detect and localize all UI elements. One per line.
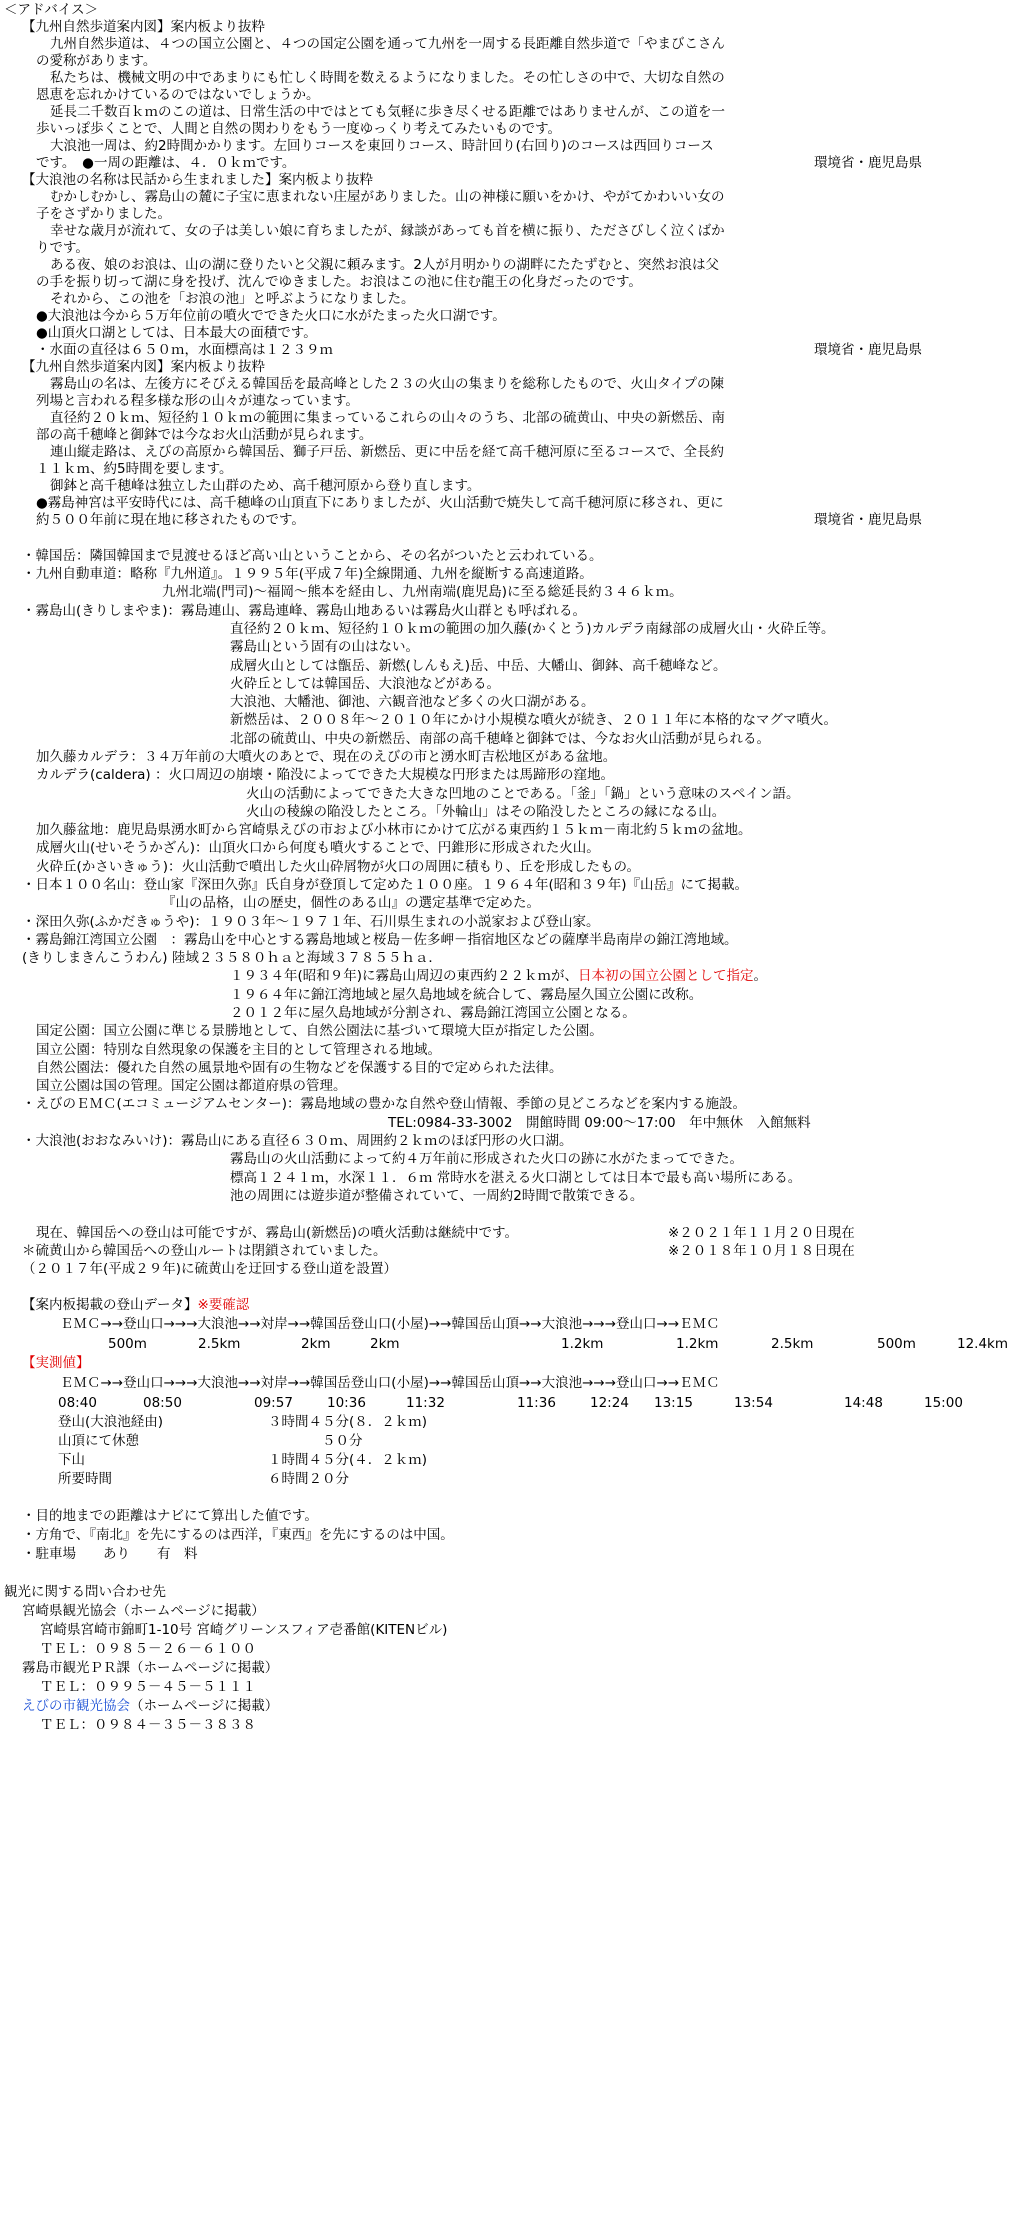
paragraph-line: 延長二千数百ｋｍのこの道は、日常生活の中ではとても気軽に歩き尽くせる距離ではありませんが、この道を一 (50, 104, 725, 120)
paragraph-line: 霧島山の名は、左後方にそびえる韓国岳を最高峰とした２３の火山の集まりを総称したもので、火山タイプの陳 (50, 376, 725, 392)
route-distance: 1.2km (676, 1336, 719, 1352)
route-data-title (22, 1297, 249, 1314)
contact-name: 宮崎県観光協会（ホームページに掲載） (22, 1603, 265, 1619)
note-line: ・方角で、『南北』を先にするのは西洋，『東西』を先にするのは中国。 (22, 1527, 454, 1543)
glossary-line: 霧島山という固有の山はない。 (230, 639, 419, 655)
section-title: 【大浪池の名称は民話から生まれました】案内板より抜粋 (22, 172, 373, 188)
glossary-line: 国立公園は国の管理。国定公園は都道府県の管理。 (36, 1078, 347, 1094)
paragraph-line: 御鉢と高千穂峰は独立した山群のため、高千穂河原から登り直します。 (50, 478, 481, 494)
summary-value: ３時間４５分(８．２ｋｍ) (268, 1414, 428, 1430)
paragraph-line: １１ｋｍ、約5時間を要します。 (36, 461, 233, 477)
note-line: ・駐車場 あり 有 料 (22, 1546, 198, 1562)
paragraph-line: です。 ●一周の距離は、４．０ｋｍです。 (36, 155, 296, 171)
notice-line: 現在、韓国岳への登山は可能ですが、霧島山(新燃岳)の噴火活動は継続中です。 (36, 1225, 518, 1241)
paragraph-line: 子をさずかりました。 (36, 206, 171, 222)
paragraph-line: りです。 (36, 240, 89, 256)
route-time: 08:50 (143, 1395, 182, 1411)
notice-date: ※２０１８年１０月１８日現在 (668, 1243, 855, 1259)
route-time: 09:57 (254, 1395, 293, 1411)
glossary-line: 国定公園：国立公園に準じる景勝地として、自然公園法に基づいて環境大臣が指定した公園。 (36, 1023, 603, 1039)
paragraph-line: の手を振り切って湖に身を投げ、沈んでゆきました。お浪はこの池に住む龍王の化身だったのです。 (36, 274, 642, 290)
contact-name: 霧島市観光ＰＲ課（ホームページに掲載） (22, 1660, 279, 1676)
paragraph-line: ●山頂火口湖としては、日本最大の面積です。 (36, 325, 317, 341)
national-park-highlight: 日本初の国立公園として指定 (578, 968, 754, 984)
glossary-line: 池の周囲には遊歩道が整備されていて、一周約2時間で散策できる。 (230, 1188, 644, 1204)
route-distance: 12.4km (957, 1336, 1009, 1352)
glossary-line: 『山の品格，山の歴史，個性のある山』の選定基準で定めた。 (162, 895, 540, 911)
route-time: 13:15 (654, 1395, 693, 1411)
glossary-line: ・九州自動車道：略称『九州道』。１９９５年(平成７年)全線開通、九州を縦断する高速道路。 (22, 566, 593, 582)
glossary-line: ・霧島錦江湾国立公園 ：霧島山を中心とする霧島地域と桜島－佐多岬－指宿地区などの薩摩半島南岸の錦江湾地域。 (22, 932, 738, 948)
paragraph-line: ●霧島神宮は平安時代には、高千穂峰の山頂直下にありましたが、火山活動で焼失して高千穂河原に移され、更に (36, 495, 724, 511)
contact-tel: ＴＥＬ：０９９５－４５－５１１１ (40, 1679, 256, 1695)
glossary-line: ・日本１００名山：登山家『深田久弥』氏自身が登頂して定めた１００座。１９６４年(昭和３９年)『山岳』にて掲載。 (22, 877, 749, 893)
route-time: 14:48 (844, 1395, 883, 1411)
contact-name-suffix: （ホームページに掲載） (130, 1698, 279, 1714)
glossary-line: ・大浪池(おおなみいけ)：霧島山にある直径６３０ｍ、周囲約２ｋｍのほぼ円形の火口湖。 (22, 1133, 573, 1149)
glossary-line: 九州北端(門司)～福岡～熊本を経由し、九州南端(鹿児島)に至る総延長約３４６ｋｍ。 (162, 584, 683, 600)
glossary-line: １９６４年に錦江湾地域と屋久島地域を統合して、霧島屋久国立公園に改称。 (230, 987, 703, 1003)
glossary-line: 火山の稜線の陥没したところ。「外輪山」はその陥没したところの縁になる山。 (246, 804, 726, 820)
glossary-line: ２０１２年に屋久島地域が分割され、霧島錦江湾国立公園となる。 (230, 1005, 636, 1021)
paragraph-line: 私たちは、機械文明の中であまりにも忙しく時間を数えるようになりました。その忙しさの中で、大切な自然の (50, 70, 725, 86)
notice-date: ※２０２１年１１月２０日現在 (668, 1225, 855, 1241)
paragraph-line: むかしむかし、霧島山の麓に子宝に恵まれない庄屋がありました。山の神様に願いをかけ、やがてかわいい女の (50, 189, 725, 205)
paragraph-line: ●大浪池は今から５万年位前の噴火でできた火口に水がたまった火口湖です。 (36, 308, 506, 324)
glossary-line: 新燃岳は、２００８年～２０１０年にかけ小規模な噴火が続き、２０１１年に本格的なマグマ噴火。 (230, 712, 837, 728)
ebino-tourism-link[interactable]: えびの市観光協会 (22, 1698, 130, 1714)
glossary-line: 直径約２０ｋｍ、短径約１０ｋｍの範囲の加久藤(かくとう)カルデラ南縁部の成層火山・火砕丘等。 (230, 621, 835, 637)
glossary-line (230, 968, 767, 985)
paragraph-line: 歩いっぽ歩くことで、人間と自然の関わりをもう一度ゆっくり考えてみたいものです。 (36, 121, 562, 137)
route-distance: 500m (877, 1336, 916, 1352)
credit: 環境省・鹿児島県 (814, 342, 922, 358)
paragraph-line: 連山縦走路は、えびの高原から韓国岳、獅子戸岳、新燃岳、更に中岳を経て高千穂河原に至るコースで、全長約 (50, 444, 725, 460)
credit: 環境省・鹿児島県 (814, 512, 922, 528)
glossary-line: カルデラ(caldera) ：火口周辺の崩壊・陥没によってできた大規模な円形または馬蹄形の窪地。 (36, 767, 614, 783)
glossary-line: 大浪池、大幡池、御池、六観音池など多くの火口湖がある。 (230, 694, 595, 710)
glossary-line: 成層火山としては甑岳、新燃(しんもえ)岳、中岳、大幡山、御鉢、高千穂峰など。 (230, 658, 727, 674)
glossary-text: １９３４年(昭和９年)に霧島山周辺の東西約２２ｋｍが、 (230, 968, 579, 984)
glossary-text: 。 (753, 968, 768, 984)
contacts-title: 観光に関する問い合わせ先 (4, 1584, 166, 1600)
route-time: 11:36 (517, 1395, 556, 1411)
summary-value: ５０分 (322, 1433, 363, 1449)
credit: 環境省・鹿児島県 (814, 155, 922, 171)
paragraph-line: の愛称があります。 (36, 53, 157, 69)
notice-line: （２０１７年(平成２９年)に硫黄山を迂回する登山道を設置） (22, 1261, 398, 1277)
summary-value: １時間４５分(４．２ｋｍ) (268, 1452, 428, 1468)
glossary-line: 火砕丘(かさいきゅう)：火山活動で噴出した火山砕屑物が火口の周囲に積もり、丘を形成したもの。 (36, 859, 640, 875)
paragraph-line: ある夜、娘のお浪は、山の湖に登りたいと父親に頼みます。2人が月明かりの湖畔にたたずむと、突然お浪は父 (50, 257, 720, 273)
glossary-line: 加久藤カルデラ：３４万年前の大噴火のあとで、現在のえびの市と湧水町吉松地区がある盆地。 (36, 749, 617, 765)
route-distance: 2km (301, 1336, 331, 1352)
route-distance: 1.2km (561, 1336, 604, 1352)
glossary-line: 成層火山(せいそうかざん)：山頂火口から何度も噴火することで、円錐形に形成された火山。 (36, 840, 600, 856)
note-line: ・目的地までの距離はナビにて算出した値です。 (22, 1508, 318, 1524)
contact-tel: ＴＥＬ：０９８４－３５－３８３８ (40, 1717, 256, 1733)
section-title: 【九州自然歩道案内図】案内板より抜粋 (22, 19, 265, 35)
route-time: 13:54 (734, 1395, 773, 1411)
summary-label: 山頂にて休憩 (58, 1433, 139, 1449)
notice-line: ＊硫黄山から韓国岳への登山ルートは閉鎖されていました。 (22, 1243, 387, 1259)
measured-title: 【実測値】 (22, 1355, 90, 1371)
glossary-line: 霧島山の火山活動によって約４万年前に形成された火口の跡に水がたまってできた。 (230, 1151, 743, 1167)
summary-label: 下山 (58, 1452, 85, 1468)
route-distance: 2.5km (198, 1336, 241, 1352)
route-line: ＥＭＣ→→登山口→→→大浪池→→対岸→→韓国岳登山口(小屋)→→韓国岳山頂→→大浪池→→→登山口→→ＥＭＣ (60, 1316, 720, 1332)
advice-heading: ＜アドバイス＞ (4, 2, 99, 18)
paragraph-line: 列場と言われる程多様な形の山々が連なっています。 (36, 393, 359, 409)
route-distance: 2.5km (771, 1336, 814, 1352)
paragraph-line: 幸せな歳月が流れて、女の子は美しい娘に育ちましたが、縁談があっても首を横に振り、たださびしく泣くばか (50, 223, 725, 239)
glossary-line: 標高１２４１ｍ，水深１１．６ｍ 常時水を湛える火口湖としては日本で最も高い場所にある。 (230, 1170, 802, 1186)
route-distance: 2km (370, 1336, 400, 1352)
contact-tel: ＴＥＬ：０９８５－２６－６１００ (40, 1641, 256, 1657)
route-time: 10:36 (327, 1395, 366, 1411)
paragraph-line: ・水面の直径は６５０ｍ，水面標高は１２３９ｍ (36, 342, 333, 358)
paragraph-line: 部の高千穂峰と御鉢では今なお火山活動が見られます。 (36, 427, 373, 443)
route-line: ＥＭＣ→→登山口→→→大浪池→→対岸→→韓国岳登山口(小屋)→→韓国岳山頂→→大浪池→→→登山口→→ＥＭＣ (60, 1375, 720, 1391)
route-time: 12:24 (590, 1395, 629, 1411)
glossary-line: 国立公園：特別な自然現象の保護を主目的として管理される地域。 (36, 1042, 441, 1058)
glossary-line: ・韓国岳：隣国韓国まで見渡せるほど高い山ということから、その名がついたと云われている。 (22, 548, 603, 564)
route-time: 11:32 (406, 1395, 445, 1411)
paragraph-line: 約５００年前に現在地に移されたものです。 (36, 512, 305, 528)
glossary-line: (きりしまきんこうわん) 陸域２３５８０ｈａと海域３７８５５ｈａ． (22, 950, 442, 966)
summary-label: 所要時間 (58, 1471, 112, 1487)
glossary-line: 火山の活動によってできた大きな凹地のことである。「釜」「鍋」という意味のスペイン語。 (246, 786, 800, 802)
glossary-line: 加久藤盆地：鹿児島県湧水町から宮崎県えびの市および小林市にかけて広がる東西約１５ｋｍ－南北約５ｋｍの盆地。 (36, 822, 752, 838)
paragraph-line: 九州自然歩道は、４つの国立公園と、４つの国定公園を通って九州を一周する長距離自然歩道で「やまびこさん (50, 36, 725, 52)
route-data-title-text: 【案内板掲載の登山データ】 (22, 1297, 198, 1313)
paragraph-line: それから、この池を「お浪の池」と呼ぶようになりました。 (50, 291, 415, 307)
contact-address: 宮崎県宮崎市錦町1-10号 宮崎グリーンスフィア壱番館(KITENビル) (40, 1622, 448, 1638)
glossary-line: 自然公園法：優れた自然の風景地や固有の生物などを保護する目的で定められた法律。 (36, 1060, 563, 1076)
needs-check-label: ※要確認 (197, 1297, 250, 1313)
paragraph-line: 大浪池一周は、約2時間かかります。左回りコースを東回りコース、時計回り(右回り)のコースは西回りコース (50, 138, 714, 154)
contact-name (22, 1698, 278, 1715)
route-distance: 500m (108, 1336, 147, 1352)
paragraph-line: 恩恵を忘れかけているのではないでしょうか。 (36, 87, 320, 103)
glossary-line: ・えびのＥＭＣ(エコミュージアムセンター)：霧島地域の豊かな自然や登山情報、季節の見どころなどを案内する施設。 (22, 1096, 747, 1112)
route-time: 08:40 (58, 1395, 97, 1411)
glossary-line: ・霧島山(きりしまやま)：霧島連山、霧島連峰、霧島山地あるいは霧島火山群とも呼ばれる。 (22, 603, 587, 619)
section-title: 【九州自然歩道案内図】案内板より抜粋 (22, 359, 265, 375)
glossary-line: TEL:0984-33-3002 開館時間 09:00～17:00 年中無休 入館無料 (388, 1115, 811, 1131)
glossary-line: 北部の硫黄山、中央の新燃岳、南部の高千穂峰と御鉢では、今なお火山活動が見られる。 (230, 731, 770, 747)
glossary-line: 火砕丘としては韓国岳、大浪池などがある。 (230, 676, 500, 692)
paragraph-line: 直径約２０ｋｍ、短径約１０ｋｍの範囲に集まっているこれらの山々のうち、北部の硫黄山、中央の新燃岳、南 (50, 410, 725, 426)
route-time: 15:00 (924, 1395, 963, 1411)
summary-value: ６時間２０分 (268, 1471, 349, 1487)
glossary-line: ・深田久弥(ふかだきゅうや)：１９０３年～１９７１年、石川県生まれの小説家および登山家。 (22, 914, 600, 930)
summary-label: 登山(大浪池経由) (58, 1414, 164, 1430)
